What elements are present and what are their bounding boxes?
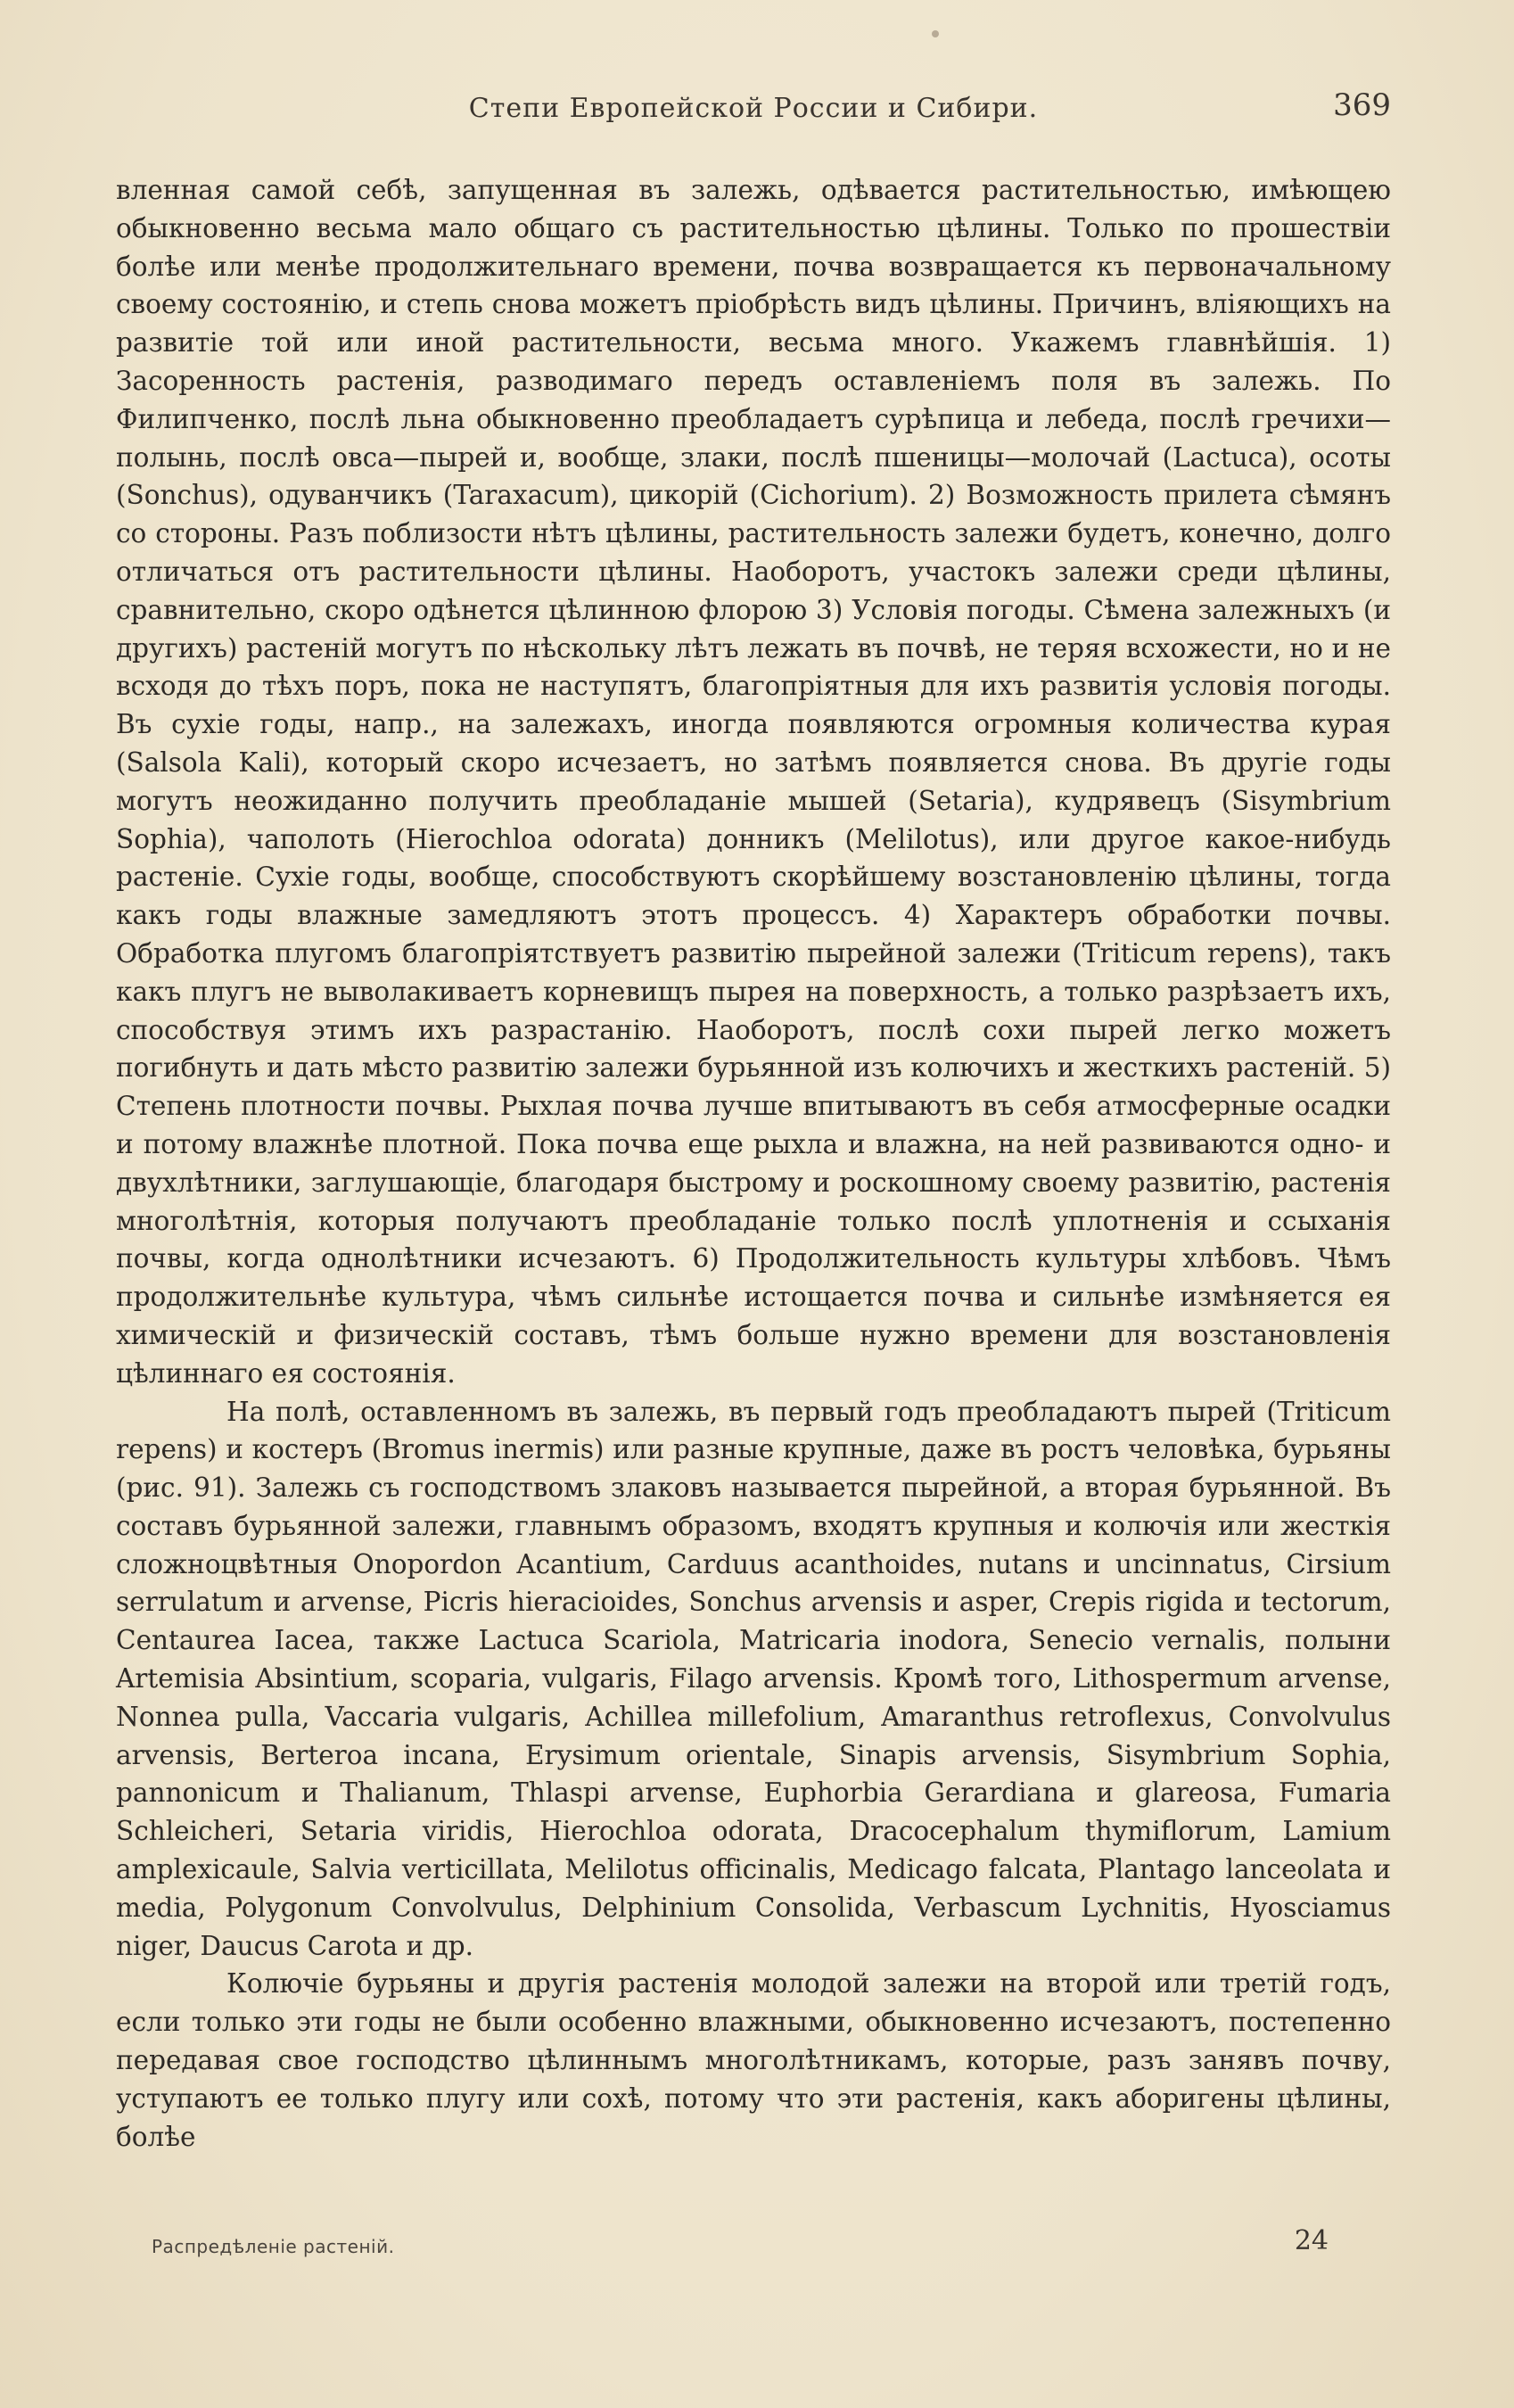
running-title: Степи Европейской России и Сибири. [468, 93, 1039, 124]
paragraph-1: вленная самой себѣ, запущенная въ залежь, одѣвается растительностью, имѣющею обыкновенно весьма мало общаго съ растительностью цѣлины. Только по прошествіи болѣе или менѣе продолжительнаго времени, почва возвращается къ первоначальному своему состоянію, и степь снова можетъ пріобрѣсть видъ цѣлины. Причинъ, вліяющихъ на развитіе той или иной растительности, весьма много. Укажемъ главнѣйшія. 1) Засоренность растенія, разводимаго передъ оставленіемъ поля въ залежь. По Филипченко, послѣ льна обыкновенно преобладаетъ сурѣпица и лебеда, послѣ гречихи—полынь, послѣ овса—пырей и, вообще, злаки, послѣ пшеницы—молочай (Lactuca), осоты (Sonchus), одуванчикъ (Taraxacum), цикорій (Cichorium). 2) Возможность прилета сѣмянъ со стороны. Разъ поблизости нѣтъ цѣлины, растительность залежи будетъ, конечно, долго отличаться отъ растительности цѣлины. Наоборотъ, участокъ залежи среди цѣлины, сравнительно, скоро одѣнется цѣлинною флорою 3) Условія погоды. Сѣмена залежныхъ (и другихъ) растеній могутъ по нѣскольку лѣтъ лежать въ почвѣ, не теряя всхожести, но и не всходя до тѣхъ поръ, пока не наступятъ, благопріятныя для ихъ развитія условія погоды. Въ сухіе годы, напр., на залежахъ, иногда появляются огромныя количества курая (Salsola Kali), который скоро исчезаетъ, но затѣмъ появляется снова. Въ другіе годы могутъ неожиданно получить преобладаніе мышей (Setaria), кудрявецъ (Sisymbrium Sophia), чаполоть (Hierochloa odorata) донникъ (Melilotus), или другое какое-нибудь растеніе. Сухіе годы, вообще, способствуютъ скорѣйшему возстановленію цѣлины, тогда какъ годы влажные замедляютъ этотъ процессъ. 4) Характеръ обработки почвы. Обработка плугомъ благопріятствуетъ развитію пырейной залежи (Triticum repens), такъ какъ плугъ не выволакиваетъ корневищъ пырея на поверхность, а только разрѣзаетъ ихъ, способствуя этимъ ихъ разрастанію. Наоборотъ, послѣ сохи пырей легко можетъ погибнуть и дать мѣсто развитію залежи бурьянной изъ колючихъ и жесткихъ растеній. 5) Степень плотности почвы. Рыхлая почва лучше впитываютъ въ себя атмосферные осадки и потому влажнѣе плотной. Пока почва еще рыхла и влажна, на ней развиваются одно- и двухлѣтники, заглушающіе, благодаря быстрому и роскошному своему развитію, растенія многолѣтнія, которыя получаютъ преобладаніе только послѣ уплотненія и ссыханія почвы, когда однолѣтники исчезаютъ. 6) Продолжительность культуры хлѣбовъ. Чѣмъ продолжительнѣе культура, чѣмъ сильнѣе истощается почва и сильнѣе измѣняется ея химическій и физическій составъ, тѣмъ больше нужно времени для возстановленія цѣлиннаго ея состоянія. [116, 175, 1391, 1389]
page-header [116, 87, 1391, 134]
signature-mark: 24 [1294, 2225, 1329, 2256]
page-footer [116, 2225, 1391, 2270]
footer-note: Распредѣленіе растеній. [152, 2236, 395, 2257]
paragraph-2: На полѣ, оставленномъ въ залежь, въ первый годъ преобладаютъ пырей (Triticum repens) и костеръ (Bromus inermis) или разные крупные, даже въ ростъ человѣка, бурьяны (рис. 91). Залежь съ господствомъ злаковъ называется пырейной, а вторая бурьянной. Въ составъ бурьянной залежи, главнымъ образомъ, входятъ крупныя и колючія или жесткія сложноцвѣтныя Onopordon Acantium, Carduus acanthoides, nutans и uncinnatus, Cirsium serrulatum и arvense, Picris hieracioides, Sonchus arvensis и asper, Crepis rigida и tectorum, Centaurea Iacea, также Lactuca Scariola, Matricaria inodora, Senecio vernalis, полыни Artemisia Absintium, scoparia, vulgaris, Filago arvensis. Кромѣ того, Lithospermum arvense, Nonnea pulla, Vaccaria vulgaris, Achillea millefolium, Amaranthus retroflexus, Convolvulus arvensis, Berteroa incana, Erysimum orientale, Sinapis arvensis, Sisymbrium Sophia, pannonicum и Thalianum, Thlaspi arvense, Euphorbia Gerardiana и glareosa, Fumaria Schleicheri, Setaria viridis, Hierochloa odorata, Dracocephalum thymiflorum, Lamium amplexicaule, Salvia verticillata, Melilotus officinalis, Medicago falcata, Plantago lanceolata и media, Polygonum Convolvulus, Delphinium Consolida, Verbascum Lychnitis, Hyosciamus niger, Daucus Carota и др. [116, 1396, 1391, 1961]
body-text [116, 171, 1391, 2156]
page-number: 369 [1333, 87, 1391, 123]
paragraph-3: Колючіе бурьяны и другія растенія молодой залежи на второй или третій годъ, если только эти годы не были особенно влажными, обыкновенно исчезаютъ, постепенно передавая свое господство цѣлиннымъ многолѣтникамъ, которые, разъ занявъ почву, уступаютъ ее только плугу или сохѣ, потому что эти растенія, какъ аборигены цѣлины, болѣе [116, 1968, 1391, 2152]
ink-spot [932, 30, 939, 37]
